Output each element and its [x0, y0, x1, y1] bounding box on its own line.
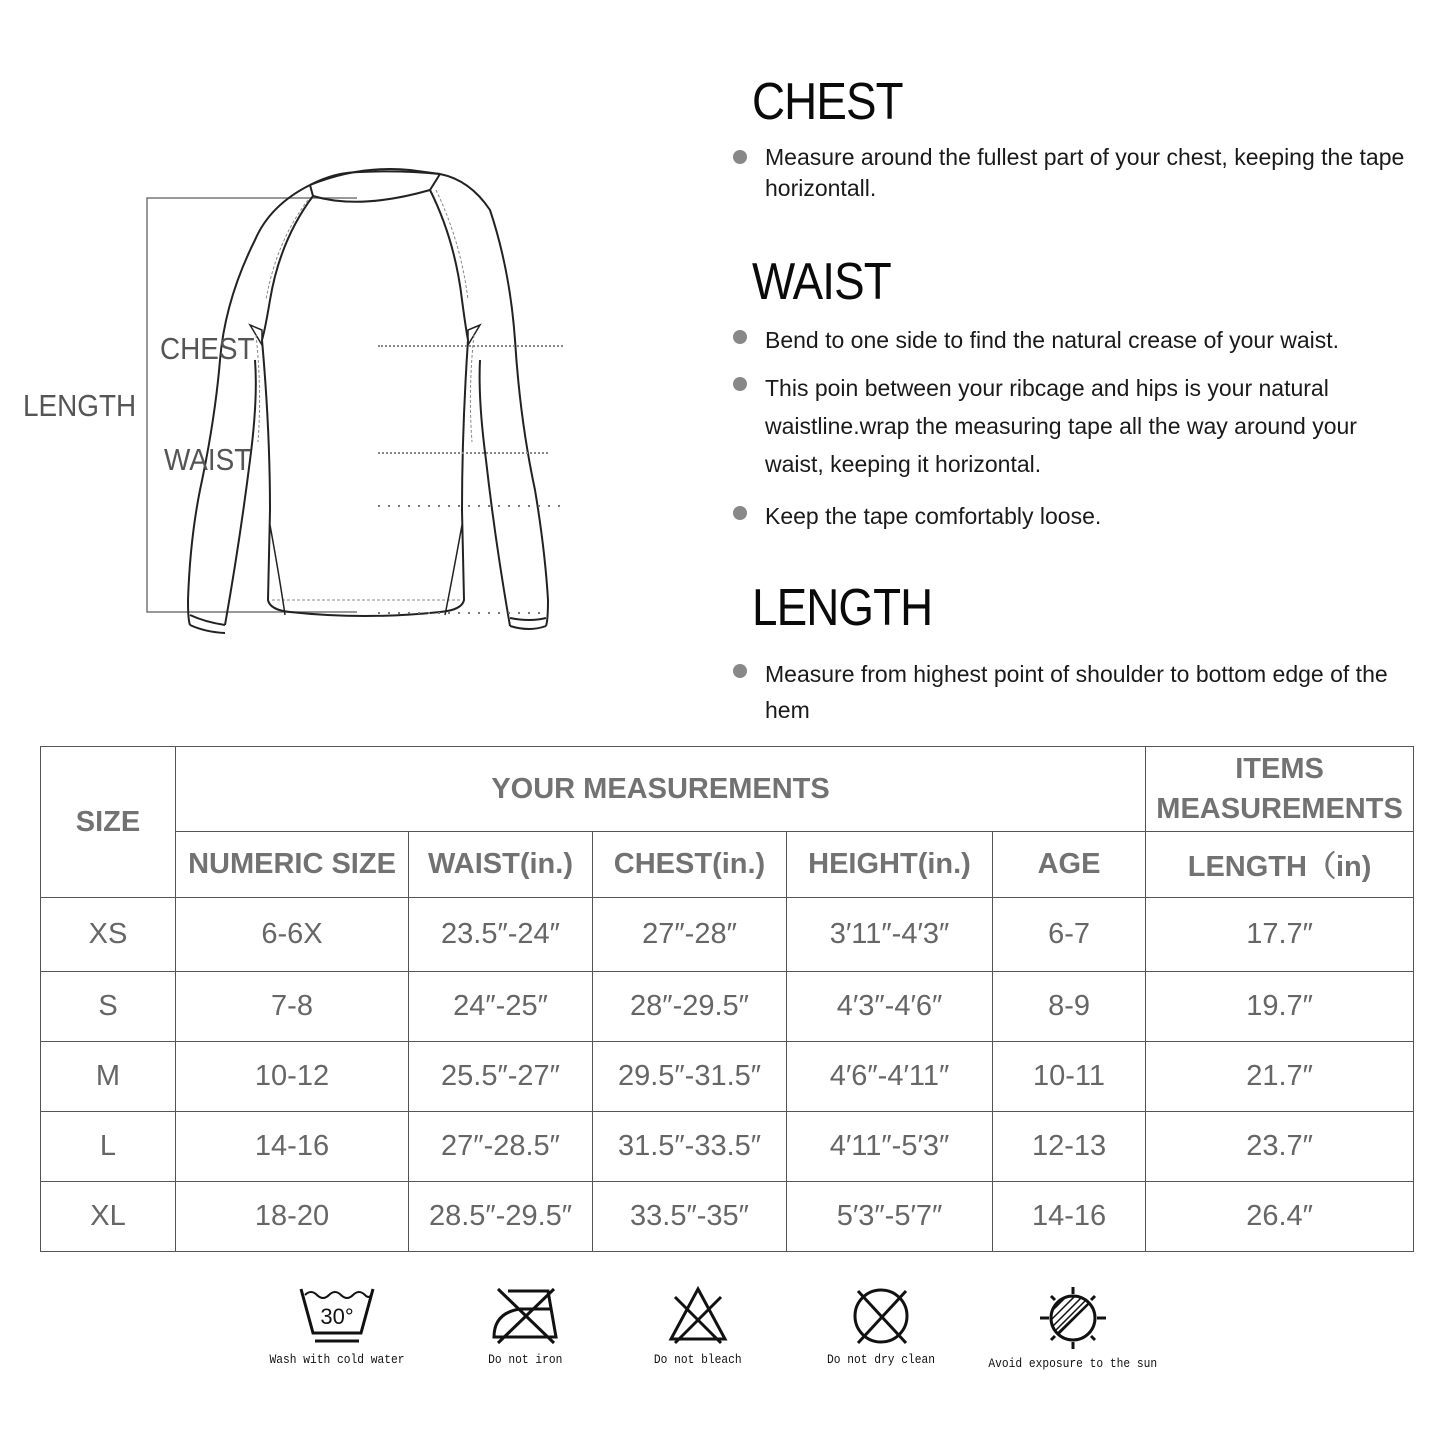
chest-bullet — [733, 142, 1413, 204]
diagram-waist-label: WAIST — [164, 442, 252, 477]
no-iron-icon — [490, 1285, 560, 1347]
cell-size: XL — [41, 1182, 176, 1252]
table-row — [41, 972, 1414, 1042]
cell-chest: 31.5″-33.5″ — [593, 1112, 787, 1182]
cell-age: 14-16 — [993, 1182, 1146, 1252]
care-no-iron — [475, 1285, 575, 1367]
care-label: Avoid exposure to the sun — [988, 1357, 1158, 1371]
cell-height: 4′6″-4′11″ — [787, 1042, 993, 1112]
cell-chest: 33.5″-35″ — [593, 1182, 787, 1252]
table-row — [41, 1112, 1414, 1182]
bullet-text: This poin between your ribcage and hips is your natural waistline.wrap the measuring tape all the way around your waist, keeping it horizontal. — [765, 375, 1357, 477]
care-label: Do not bleach — [654, 1353, 742, 1367]
chest-title: CHEST — [752, 73, 903, 131]
bullet-dot-icon — [733, 330, 747, 344]
waist-guide-line — [378, 452, 548, 454]
waist-bullet — [733, 322, 1413, 358]
cell-age: 6-7 — [993, 898, 1146, 972]
cell-length: 21.7″ — [1146, 1042, 1414, 1112]
diagram-length-label: LENGTH — [23, 388, 137, 423]
col-length: LENGTH（in) — [1146, 832, 1414, 898]
cell-length: 17.7″ — [1146, 898, 1414, 972]
size-header: SIZE — [41, 747, 176, 898]
cell-size: XS — [41, 898, 176, 972]
waist-title: WAIST — [752, 253, 891, 311]
bullet-text: Bend to one side to find the natural crease of your waist. — [765, 327, 1340, 353]
chest-guide-line — [378, 345, 563, 347]
cell-numeric: 18-20 — [176, 1182, 409, 1252]
bullet-text: Measure around the fullest part of your chest, keeping the tape horizontall. — [765, 144, 1405, 201]
your-measurements-header: YOUR MEASUREMENTS — [176, 747, 1146, 832]
cell-waist: 23.5″-24″ — [409, 898, 593, 972]
cell-waist: 28.5″-29.5″ — [409, 1182, 593, 1252]
cell-age: 10-11 — [993, 1042, 1146, 1112]
care-avoid-sun — [990, 1285, 1156, 1371]
waist-bullet — [733, 369, 1413, 483]
bullet-dot-icon — [733, 377, 747, 391]
cell-length: 26.4″ — [1146, 1182, 1414, 1252]
cell-waist: 27″-28.5″ — [409, 1112, 593, 1182]
diagram-chest-label: CHEST — [160, 331, 255, 366]
length-bullet — [733, 656, 1413, 728]
cell-length: 23.7″ — [1146, 1112, 1414, 1182]
col-numeric-size: NUMERIC SIZE — [176, 832, 409, 898]
col-chest: CHEST(in.) — [593, 832, 787, 898]
care-label: Do not iron — [487, 1353, 563, 1367]
cell-waist: 25.5″-27″ — [409, 1042, 593, 1112]
size-chart-table — [40, 746, 1414, 1252]
cell-chest: 27″-28″ — [593, 898, 787, 972]
bullet-text: Measure from highest point of shoulder to bottom edge of the hem — [765, 661, 1388, 723]
cell-waist: 24″-25″ — [409, 972, 593, 1042]
cell-chest: 29.5″-31.5″ — [593, 1042, 787, 1112]
care-no-bleach — [648, 1285, 748, 1367]
cell-size: L — [41, 1112, 176, 1182]
bullet-dot-icon — [733, 150, 747, 164]
table-row — [41, 898, 1414, 972]
length-title: LENGTH — [752, 579, 933, 637]
cell-height: 3′11″-4′3″ — [787, 898, 993, 972]
no-dry-clean-icon — [850, 1285, 912, 1347]
col-waist: WAIST(in.) — [409, 832, 593, 898]
bullet-dot-icon — [733, 506, 747, 520]
table-row — [41, 1182, 1414, 1252]
cell-height: 4′11″-5′3″ — [787, 1112, 993, 1182]
col-height: HEIGHT(in.) — [787, 832, 993, 898]
col-age: AGE — [993, 832, 1146, 898]
cell-height: 5′3″-5′7″ — [787, 1182, 993, 1252]
avoid-sun-icon — [1038, 1285, 1108, 1351]
cell-age: 8-9 — [993, 972, 1146, 1042]
table-row — [41, 1042, 1414, 1112]
cell-chest: 28″-29.5″ — [593, 972, 787, 1042]
cell-height: 4′3″-4′6″ — [787, 972, 993, 1042]
waist-bullet — [733, 498, 1413, 534]
care-label: Do not dry clean — [826, 1353, 936, 1367]
care-label: Wash with cold water — [269, 1353, 405, 1367]
cell-size: S — [41, 972, 176, 1042]
cell-numeric: 10-12 — [176, 1042, 409, 1112]
cell-length: 19.7″ — [1146, 972, 1414, 1042]
cell-size: M — [41, 1042, 176, 1112]
cell-numeric: 14-16 — [176, 1112, 409, 1182]
bullet-text: Keep the tape comfortably loose. — [765, 503, 1102, 529]
wash-30-icon — [297, 1285, 377, 1347]
svg-text:30°: 30° — [320, 1304, 354, 1329]
bullet-dot-icon — [733, 664, 747, 678]
care-wash — [262, 1285, 412, 1367]
cell-age: 12-13 — [993, 1112, 1146, 1182]
cell-numeric: 6-6X — [176, 898, 409, 972]
items-measurements-header: ITEMS MEASUREMENTS — [1146, 747, 1414, 832]
care-no-dry-clean — [826, 1285, 936, 1367]
no-bleach-icon — [667, 1285, 729, 1347]
cell-numeric: 7-8 — [176, 972, 409, 1042]
